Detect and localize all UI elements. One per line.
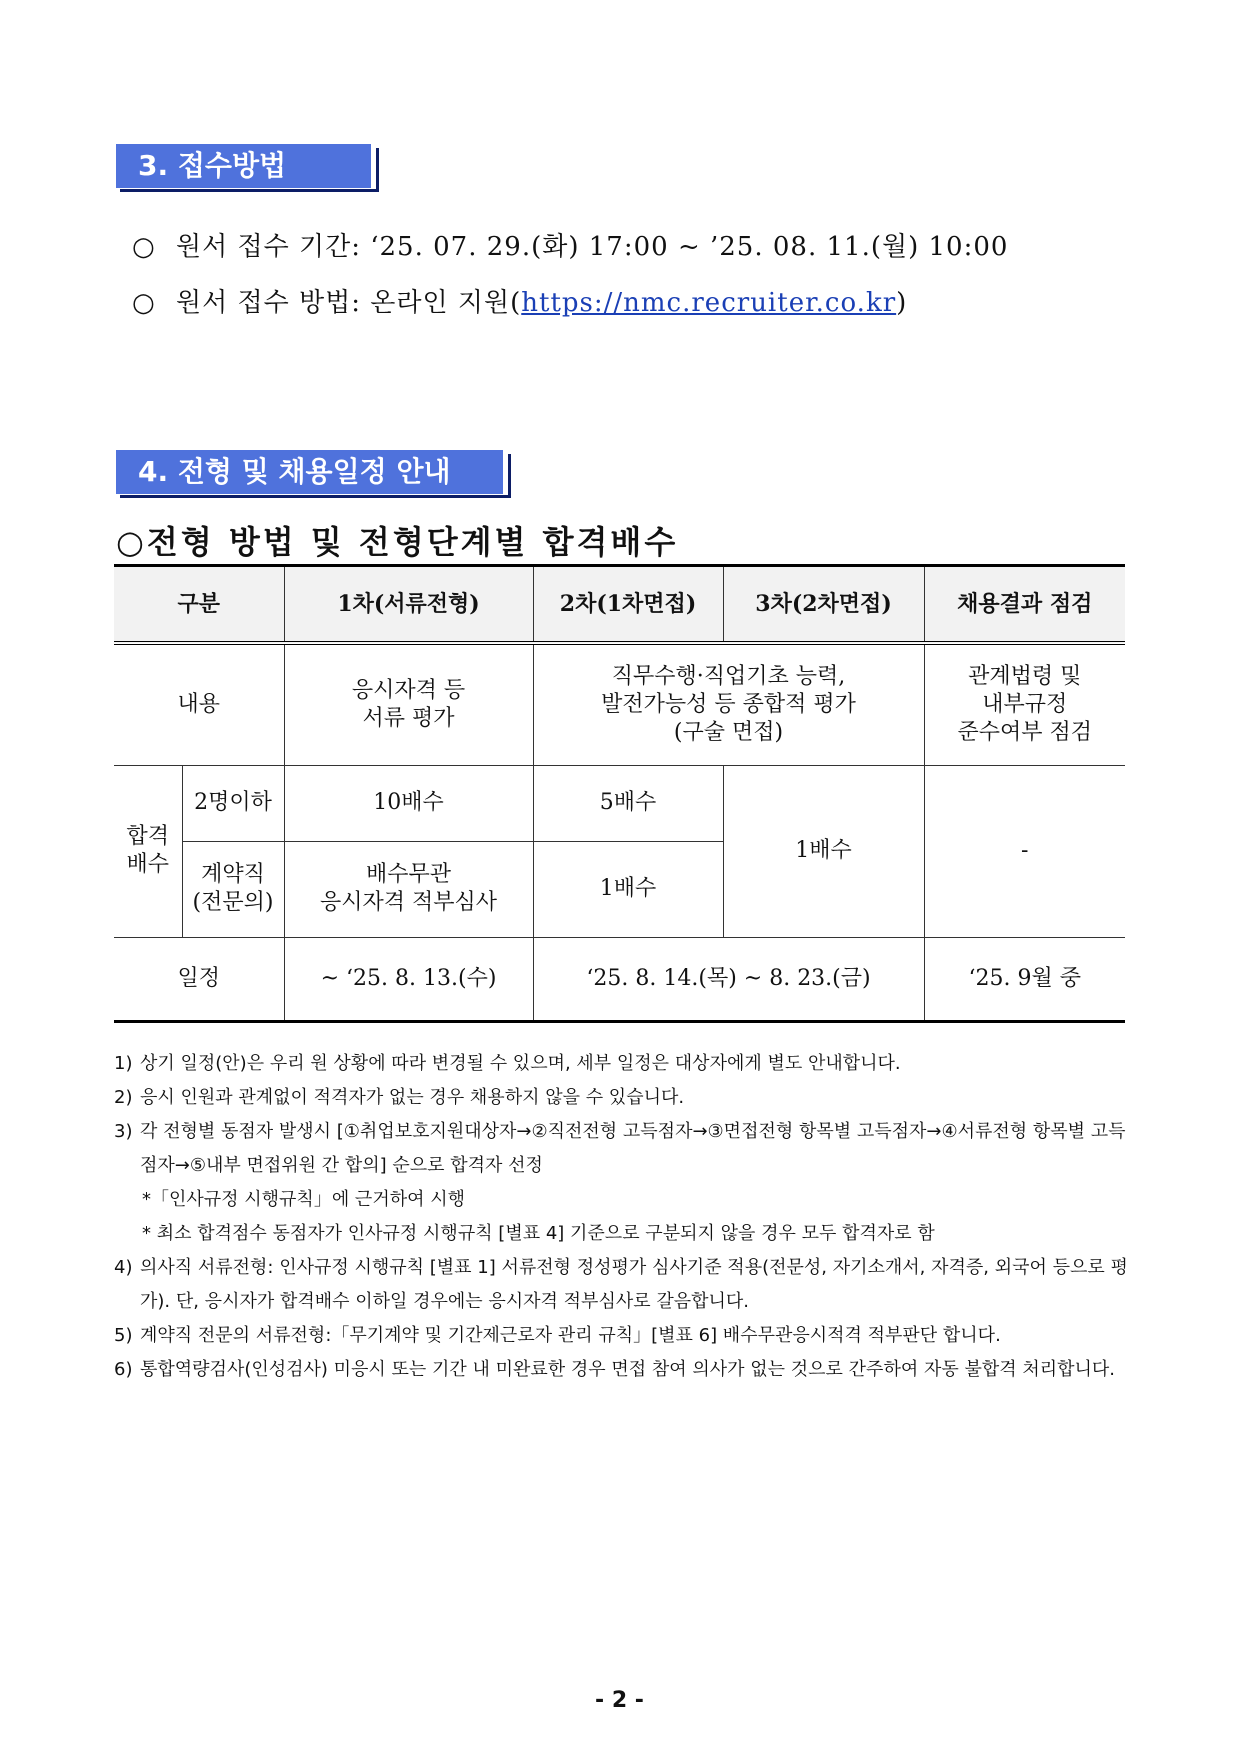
selection-schedule-table xyxy=(114,564,1125,1023)
schedule-stage-1: ~ ‘25. 8. 13.(수) xyxy=(284,937,533,1021)
row-b-stage-2: 1배수 xyxy=(533,841,723,937)
note-2 xyxy=(114,1081,1129,1115)
note-text: *「인사규정 시행규칙」에 근거하여 시행 xyxy=(142,1189,465,1210)
schedule-result-check: ‘25. 9월 중 xyxy=(924,937,1125,1021)
note-number: 1) xyxy=(114,1053,133,1074)
table-row-schedule xyxy=(114,937,1125,1021)
table-row-content xyxy=(114,643,1125,765)
header-stage-2: 2차(1차면접) xyxy=(533,566,723,644)
content-stage-1: 응시자격 등 서류 평가 xyxy=(284,643,533,765)
row-b-label: 계약직 (전문의) xyxy=(182,841,284,937)
note-text: 각 전형별 동점자 발생시 [①취업보호지원대상자→②직전전형 고득점자→③면접전형 항목별 고득점자→④서류전형 항목별 고득점자→⑤내부 면접위원 간 합의] 순으로 합격자 선정 xyxy=(140,1121,1126,1176)
row-a-stage-2: 5배수 xyxy=(533,765,723,841)
application-period xyxy=(132,226,1008,263)
result-check-pass: - xyxy=(924,765,1125,937)
page-number: - 2 - xyxy=(595,1688,644,1713)
circle-marker: ○ xyxy=(132,232,156,262)
note-text: 응시 인원과 관계없이 적격자가 없는 경우 채용하지 않을 수 있습니다. xyxy=(140,1087,685,1108)
note-5 xyxy=(114,1319,1129,1353)
note-text: * 최소 합격점수 동점자가 인사규정 시행규칙 [별표 4] 기준으로 구분되지 않을 경우 모두 합격자로 함 xyxy=(142,1223,935,1244)
circle-marker: ○ xyxy=(132,288,156,318)
application-method xyxy=(132,282,907,319)
application-method-suffix: ) xyxy=(896,288,908,318)
note-number: 3) xyxy=(114,1121,133,1142)
content-label: 내용 xyxy=(114,643,284,765)
note-text: 계약직 전문의 서류전형:「무기계약 및 기간제근로자 관리 규칙」[별표 6] 배수무관응시적격 적부판단 합니다. xyxy=(140,1325,1001,1346)
note-text: 의사직 서류전형: 인사규정 시행규칙 [별표 1] 서류전형 정성평가 심사기준 적용(전문성, 자기소개서, 자격증, 외국어 등으로 평가). 단, 응시자가 합격배수 이하일 경우에는 응시자격 적부심사로 갈음합니다. xyxy=(140,1257,1128,1312)
content-stage-2-3: 직무수행·직업기초 능력, 발전가능성 등 종합적 평가 (구술 면접) xyxy=(533,643,924,765)
note-number: 6) xyxy=(114,1359,133,1380)
note-text: 상기 일정(안)은 우리 원 상황에 따라 변경될 수 있으며, 세부 일정은 대상자에게 별도 안내합니다. xyxy=(140,1053,901,1074)
stage-3-pass: 1배수 xyxy=(723,765,924,937)
selection-subtitle: ○전형 방법 및 전형단계별 합격배수 xyxy=(116,523,679,561)
section-3-title: 3. 접수방법 xyxy=(116,144,371,188)
note-3-star-2 xyxy=(114,1217,1129,1251)
row-b-stage-1: 배수무관 응시자격 적부심사 xyxy=(284,841,533,937)
note-number: 5) xyxy=(114,1325,133,1346)
header-stage-3: 3차(2차면접) xyxy=(723,566,924,644)
pass-multiple-label: 합격 배수 xyxy=(114,765,182,937)
header-category: 구분 xyxy=(114,566,284,644)
row-a-label: 2명이하 xyxy=(182,765,284,841)
note-6 xyxy=(114,1353,1129,1387)
header-result-check: 채용결과 점검 xyxy=(924,566,1125,644)
note-3-star-1 xyxy=(114,1183,1129,1217)
recruit-site-link[interactable]: https://nmc.recruiter.co.kr xyxy=(521,288,897,318)
note-3 xyxy=(114,1115,1129,1183)
schedule-stage-2-3: ‘25. 8. 14.(목) ~ 8. 23.(금) xyxy=(533,937,924,1021)
table-row-pass-a xyxy=(114,765,1125,841)
note-number: 2) xyxy=(114,1087,133,1108)
table-header-row xyxy=(114,566,1125,644)
note-text: 통합역량검사(인성검사) 미응시 또는 기간 내 미완료한 경우 면접 참여 의사가 없는 것으로 간주하여 자동 불합격 처리합니다. xyxy=(140,1359,1115,1380)
application-period-text: 원서 접수 기간: ‘25. 07. 29.(화) 17:00 ~ ’25. 08. 11.(월) 10:00 xyxy=(176,232,1009,262)
note-number: 4) xyxy=(114,1257,133,1278)
notes-list xyxy=(114,1047,1129,1387)
schedule-label: 일정 xyxy=(114,937,284,1021)
application-method-text: 원서 접수 방법: 온라인 지원( xyxy=(176,288,522,318)
content-result-check: 관계법령 및 내부규정 준수여부 점검 xyxy=(924,643,1125,765)
note-4 xyxy=(114,1251,1129,1319)
note-1 xyxy=(114,1047,1129,1081)
row-a-stage-1: 10배수 xyxy=(284,765,533,841)
header-stage-1: 1차(서류전형) xyxy=(284,566,533,644)
section-4-title: 4. 전형 및 채용일정 안내 xyxy=(116,450,503,494)
